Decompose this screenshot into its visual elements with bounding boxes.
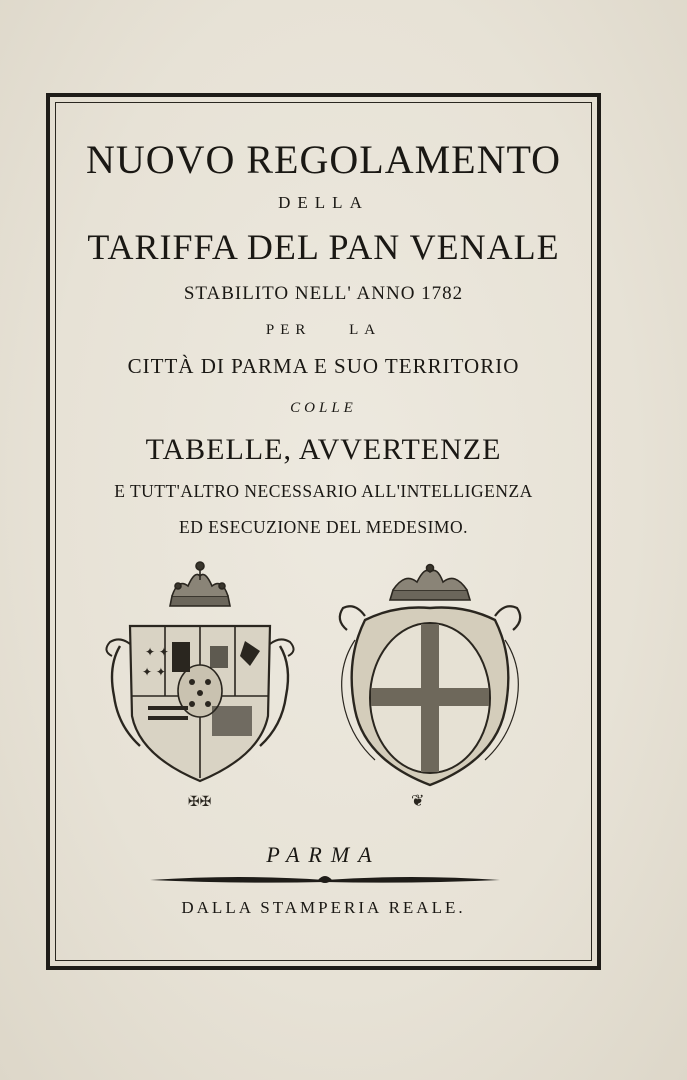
title-line-stabilito: STABILITO NELL' ANNO 1782	[183, 283, 464, 304]
coat-of-arms-right-icon	[325, 560, 535, 815]
title-line-nuovo-regolamento: NUOVO REGOLAMENTO	[85, 137, 562, 182]
ornamental-rule	[150, 870, 500, 890]
imprint-printer: DALLA STAMPERIA REALE.	[181, 898, 466, 917]
imprint-place: PARMA	[266, 842, 381, 867]
svg-text:✦ ✦: ✦ ✦	[145, 645, 169, 659]
title-line-della: DELLA	[278, 193, 369, 212]
svg-text:✦ ✦: ✦ ✦	[142, 665, 166, 679]
title-line-citta: CITTÀ DI PARMA E SUO TERRITORIO	[127, 354, 520, 378]
title-line-colle: COLLE	[290, 400, 357, 416]
title-line-esecuzione: ED ESECUZIONE DEL MEDESIMO.	[179, 517, 468, 537]
svg-text:❦: ❦	[411, 791, 425, 810]
title-line-tariffa: TARIFFA DEL PAN VENALE	[87, 227, 560, 267]
title-line-tuttaltro: E TUTT'ALTRO NECESSARIO ALL'INTELLIGENZA	[114, 481, 533, 501]
coat-of-arms-left-icon	[100, 556, 300, 816]
title-line-per-la: PER LA	[265, 322, 382, 338]
title-line-tabelle: TABELLE, AVVERTENZE	[145, 433, 502, 466]
svg-text:✠✠: ✠✠	[188, 794, 212, 810]
